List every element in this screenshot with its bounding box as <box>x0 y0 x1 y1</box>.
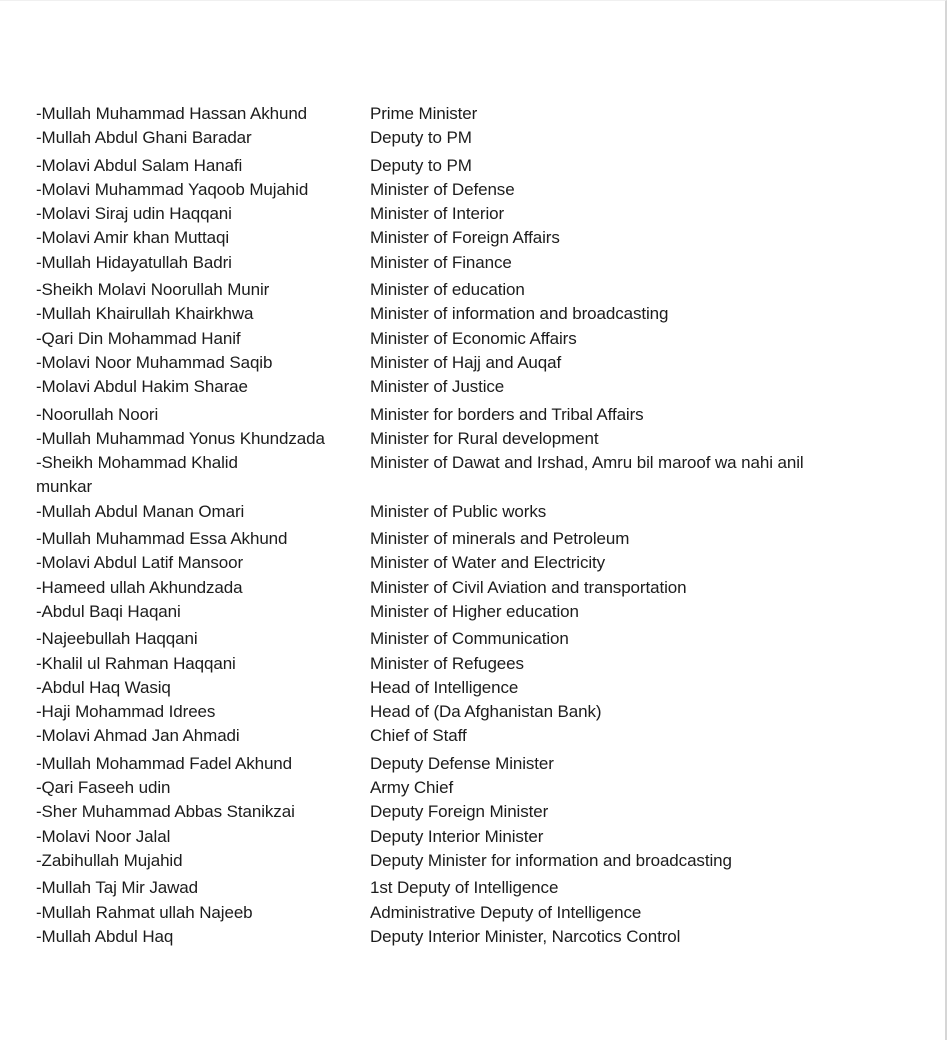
list-item <box>36 901 865 925</box>
official-title: Minister of Water and Electricity <box>370 553 606 573</box>
list-item <box>36 776 865 800</box>
officials-list <box>36 102 865 949</box>
official-name: -Mullah Taj Mir Jawad <box>36 878 198 898</box>
official-name: -Molavi Ahmad Jan Ahmadi <box>36 726 240 746</box>
official-title: Minister of Defense <box>370 179 515 199</box>
official-name: -Qari Faseeh udin <box>36 778 171 798</box>
official-title: Administrative Deputy of Intelligence <box>370 902 642 922</box>
official-title: Deputy to PM <box>370 155 472 175</box>
list-item <box>36 700 865 724</box>
list-item <box>36 849 865 873</box>
official-name: -Mullah Hidayatullah Badri <box>36 252 232 272</box>
list-item <box>36 178 865 202</box>
list-item <box>36 427 865 451</box>
official-name: -Mullah Rahmat ullah Najeeb <box>36 902 253 922</box>
official-title: Minister for Rural development <box>370 428 599 448</box>
official-title: Minister of Civil Aviation and transportation <box>370 577 687 597</box>
official-name: -Mullah Muhammad Hassan Akhund <box>36 104 308 123</box>
official-name: -Molavi Noor Jalal <box>36 826 171 846</box>
list-item <box>36 102 865 126</box>
list-item <box>36 600 865 624</box>
official-name: -Sheikh Mohammad Khalid <box>36 453 238 473</box>
official-title: Minister of Interior <box>370 204 505 224</box>
official-name: -Sheikh Molavi Noorullah Munir <box>36 280 270 300</box>
official-name: -Molavi Abdul Latif Mansoor <box>36 553 244 573</box>
official-name: -Abdul Baqi Haqani <box>36 601 181 621</box>
official-title: Minister of Economic Affairs <box>370 328 577 348</box>
list-item <box>36 302 865 326</box>
list-item <box>36 752 865 776</box>
official-name: -Noorullah Noori <box>36 404 159 424</box>
official-name: -Khalil ul Rahman Haqqani <box>36 653 236 673</box>
official-name: -Abdul Haq Wasiq <box>36 677 171 697</box>
official-title: Minister of Foreign Affairs <box>370 228 560 248</box>
official-title: Minister of Justice <box>370 377 505 397</box>
official-title: Deputy Interior Minister, Narcotics Control <box>370 926 681 946</box>
list-item <box>36 652 865 676</box>
list-item <box>36 278 865 302</box>
official-name: -Molavi Noor Muhammad Saqib <box>36 352 273 372</box>
official-name: -Haji Mohammad Idrees <box>36 702 216 722</box>
official-title: Deputy to PM <box>370 128 472 148</box>
official-name: -Najeebullah Haqqani <box>36 629 198 649</box>
list-item <box>36 202 865 226</box>
list-item <box>36 551 865 575</box>
official-name: -Sher Muhammad Abbas Stanikzai <box>36 802 295 822</box>
official-title: Chief of Staff <box>370 726 467 746</box>
official-name: -Molavi Muhammad Yaqoob Mujahid <box>36 179 309 199</box>
official-title: Deputy Interior Minister <box>370 826 544 846</box>
list-item <box>36 351 865 375</box>
official-title: Minister of Finance <box>370 252 512 272</box>
list-item <box>36 676 865 700</box>
official-title: Minister of minerals and Petroleum <box>370 529 630 549</box>
official-name: -Mullah Muhammad Yonus Khundzada <box>36 428 325 448</box>
list-item <box>36 800 865 824</box>
official-title: Minister of Hajj and Auqaf <box>370 352 562 372</box>
list-item <box>36 825 865 849</box>
list-item <box>36 500 865 524</box>
official-title: Minister of education <box>370 280 525 300</box>
list-item <box>36 627 865 651</box>
list-item <box>36 724 865 748</box>
list-item <box>36 154 865 178</box>
official-title: Prime Minister <box>370 104 478 123</box>
official-name: -Mullah Muhammad Essa Akhund <box>36 529 288 549</box>
official-name: -Mullah Abdul Haq <box>36 926 174 946</box>
official-name: -Mullah Khairullah Khairkhwa <box>36 304 254 324</box>
list-item <box>36 226 865 250</box>
official-name: -Qari Din Mohammad Hanif <box>36 328 241 348</box>
official-title: Minister of Dawat and Irshad, Amru bil maroof wa nahi anil <box>370 453 804 473</box>
official-title: Deputy Foreign Minister <box>370 802 549 822</box>
official-name: -Mullah Abdul Manan Omari <box>36 501 245 521</box>
official-title: Head of (Da Afghanistan Bank) <box>370 702 602 722</box>
official-title: Deputy Minister for information and broadcasting <box>370 850 732 870</box>
official-title: Head of Intelligence <box>370 677 519 697</box>
official-title: 1st Deputy of Intelligence <box>370 878 559 898</box>
official-title: Minister of Communication <box>370 629 569 649</box>
official-name: -Zabihullah Mujahid <box>36 850 183 870</box>
official-title-continuation: munkar <box>36 477 93 497</box>
official-title: Minister of Refugees <box>370 653 524 673</box>
official-name: -Mullah Mohammad Fadel Akhund <box>36 753 293 773</box>
list-item <box>36 251 865 275</box>
official-title: Minister of information and broadcasting <box>370 304 669 324</box>
list-item <box>36 403 865 427</box>
list-item <box>36 576 865 600</box>
official-title: Minister of Higher education <box>370 601 579 621</box>
list-item <box>36 126 865 150</box>
list-item <box>36 925 865 949</box>
list-item <box>36 451 865 475</box>
list-item <box>36 327 865 351</box>
official-title: Deputy Defense Minister <box>370 753 554 773</box>
official-title: Minister of Public works <box>370 501 547 521</box>
list-item <box>36 527 865 551</box>
official-title: Minister for borders and Tribal Affairs <box>370 404 644 424</box>
list-item <box>36 876 865 900</box>
official-name: -Molavi Abdul Salam Hanafi <box>36 155 243 175</box>
official-name: -Molavi Abdul Hakim Sharae <box>36 377 248 397</box>
official-title: Army Chief <box>370 778 454 798</box>
official-name: -Mullah Abdul Ghani Baradar <box>36 128 252 148</box>
official-name: -Hameed ullah Akhundzada <box>36 577 243 597</box>
official-name: -Molavi Siraj udin Haqqani <box>36 204 232 224</box>
list-item <box>36 375 865 399</box>
official-name: -Molavi Amir khan Muttaqi <box>36 228 230 248</box>
